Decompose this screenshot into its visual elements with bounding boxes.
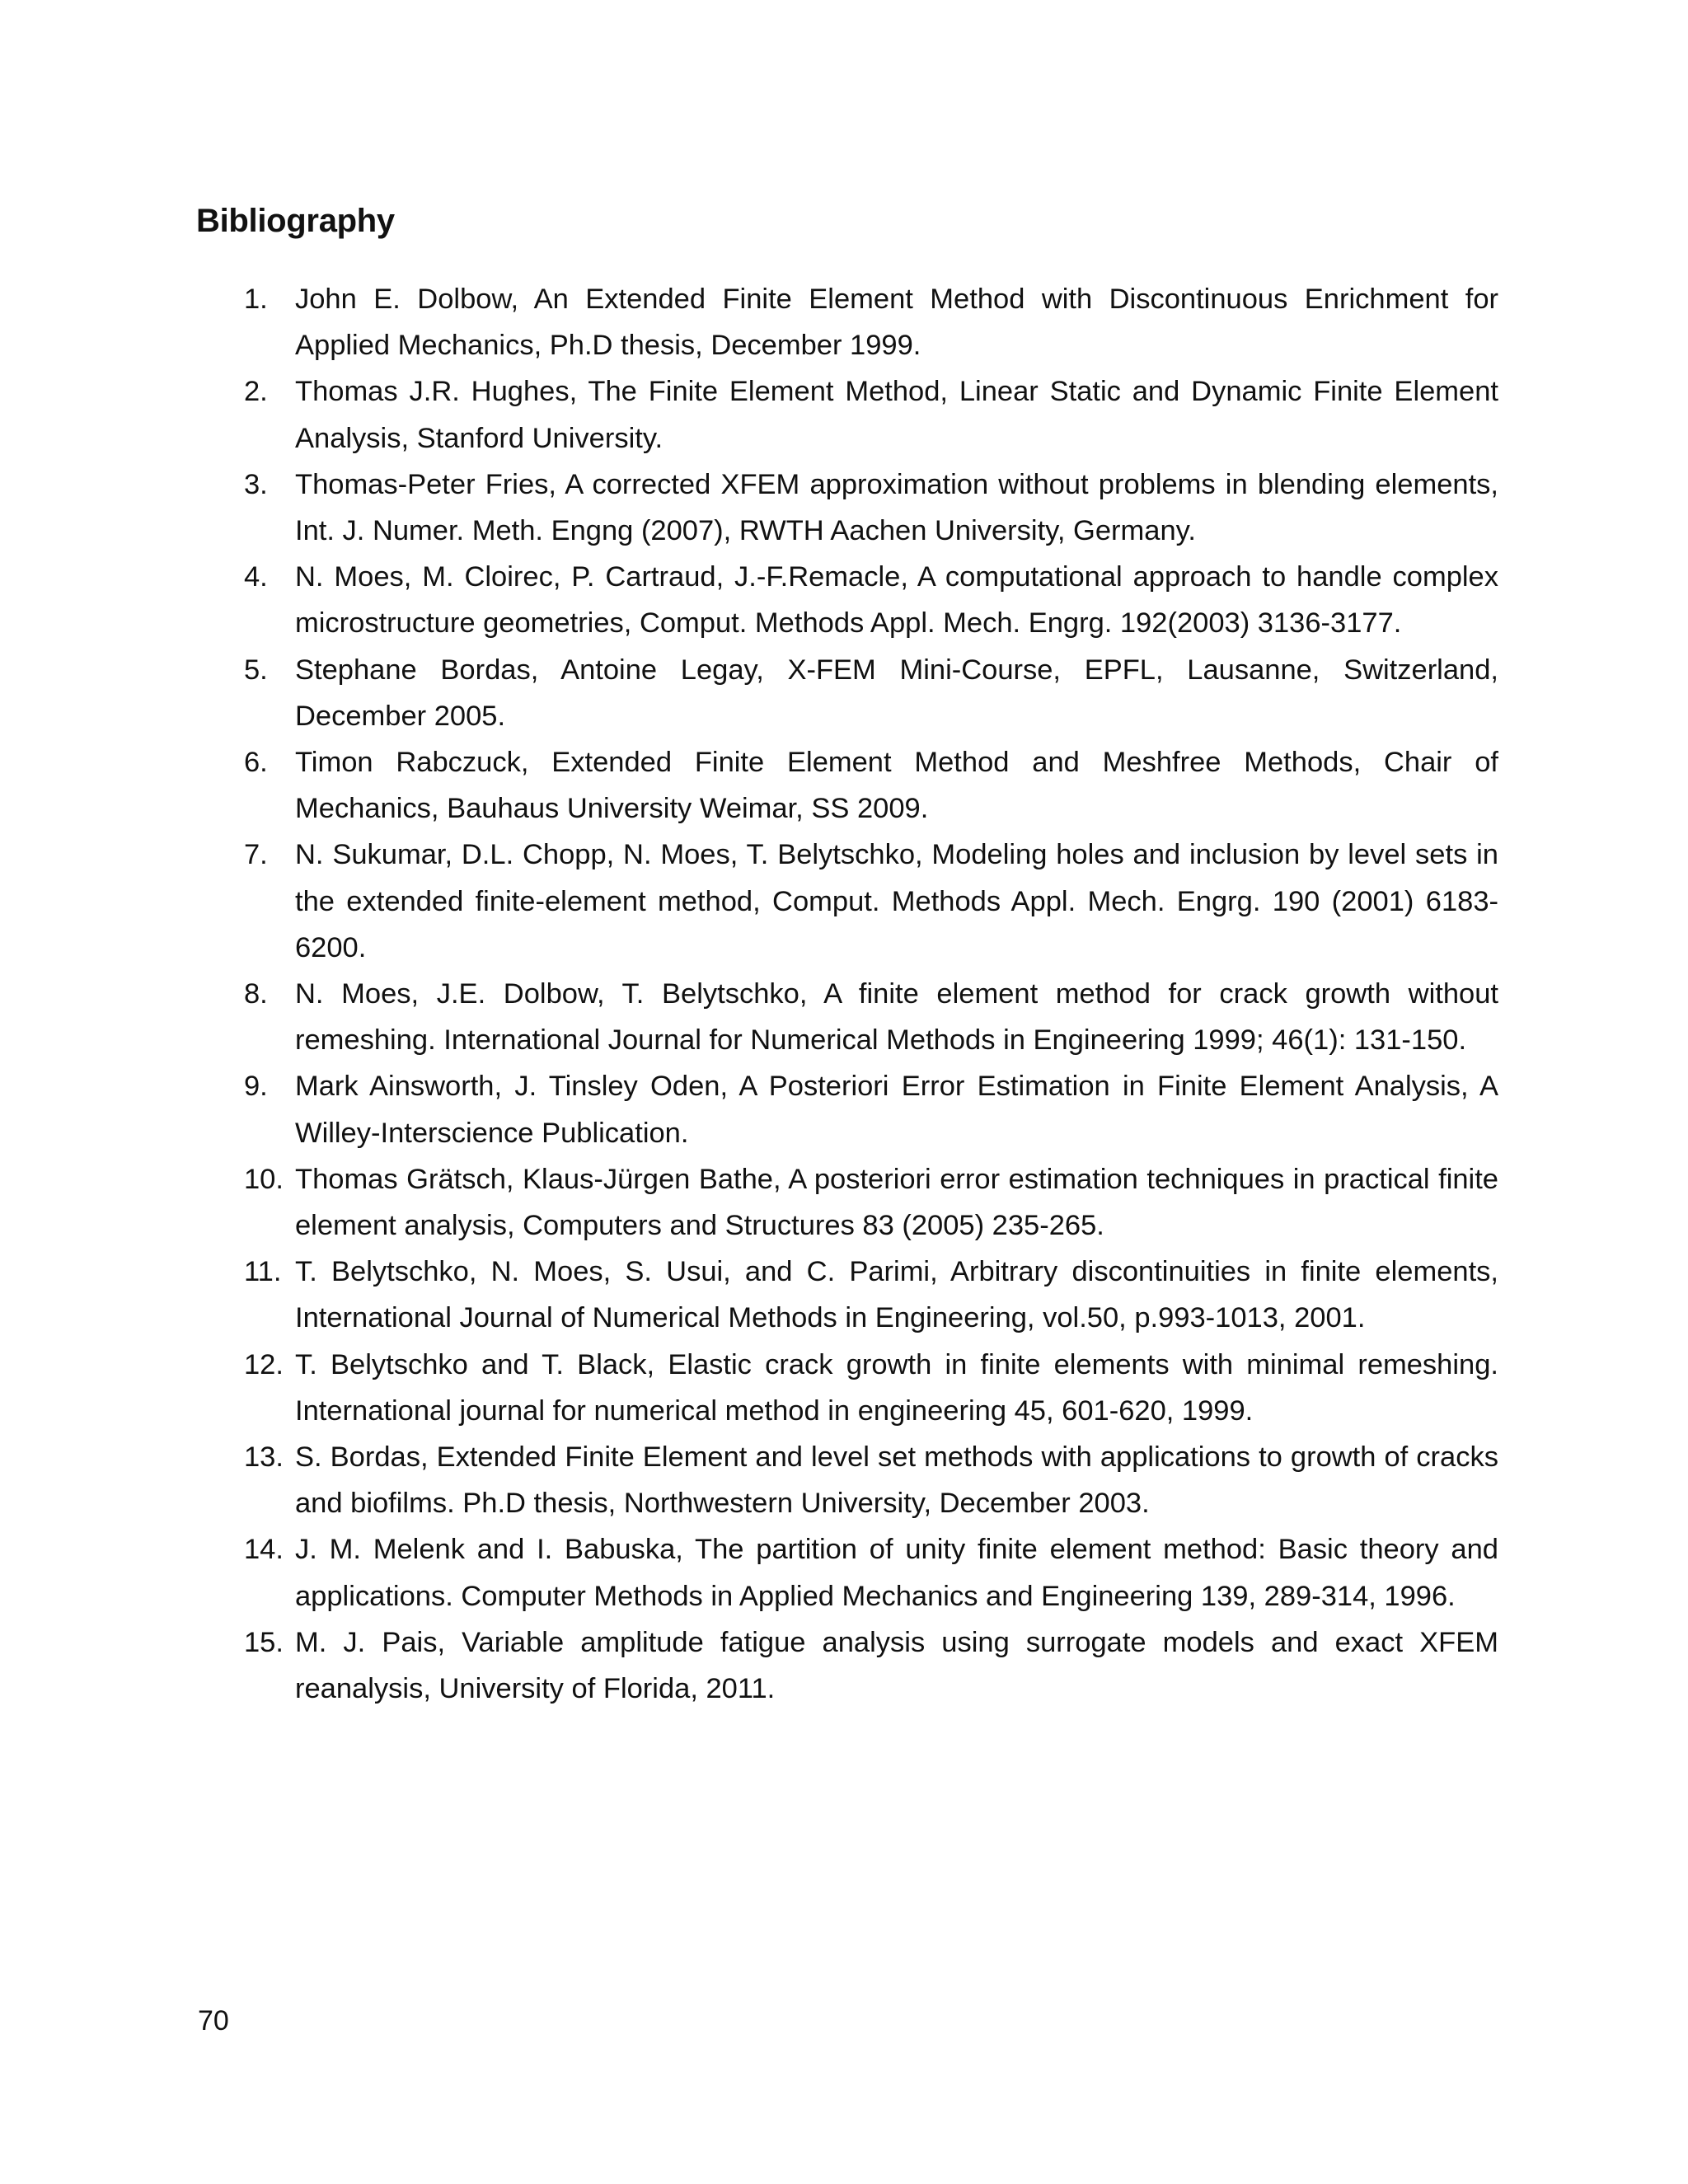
reference-text: S. Bordas, Extended Finite Element and level set methods with applications to growth of cracks and biofilms. Ph.D thesis, Northwestern University, December 2003. <box>295 1441 1498 1520</box>
reference-number: 1. <box>244 284 268 315</box>
reference-number: 4. <box>244 561 268 593</box>
reference-text: Timon Rabczuck, Extended Finite Element Method and Meshfree Methods, Chair of Mechanics, Bauhaus University Weimar, SS 2009. <box>295 747 1498 825</box>
reference-item <box>196 1619 1498 1712</box>
reference-text: J. M. Melenk and I. Babuska, The partition of unity finite element method: Basic theory and applications. Computer Methods in Applied Mechanics and Engineering 139, 289-314, 1996. <box>295 1534 1498 1612</box>
reference-item <box>196 832 1498 971</box>
bibliography-heading: Bibliography <box>196 203 395 239</box>
reference-text: Mark Ainsworth, J. Tinsley Oden, A Posteriori Error Estimation in Finite Element Analysis, A Willey-Interscience Publication. <box>295 1071 1498 1149</box>
reference-item <box>196 1063 1498 1155</box>
reference-text: M. J. Pais, Variable amplitude fatigue analysis using surrogate models and exact XFEM reanalysis, University of Florida, 2011. <box>295 1626 1498 1705</box>
reference-text: Thomas J.R. Hughes, The Finite Element Method, Linear Static and Dynamic Finite Element Analysis, Stanford University. <box>295 376 1498 454</box>
reference-item <box>196 739 1498 832</box>
reference-number: 15. <box>244 1626 284 1658</box>
reference-text: T. Belytschko and T. Black, Elastic crack growth in finite elements with minimal remeshing. International journal for numerical method in engineering 45, 601-620, 1999. <box>295 1348 1498 1427</box>
reference-item <box>196 971 1498 1063</box>
reference-text: N. Moes, M. Cloirec, P. Cartraud, J.-F.Remacle, A computational approach to handle complex microstructure geometries, Comput. Methods Appl. Mech. Engrg. 192(2003) 3136-3177. <box>295 561 1498 640</box>
reference-item <box>196 1526 1498 1619</box>
reference-list <box>196 276 1498 1712</box>
reference-number: 8. <box>244 978 268 1010</box>
reference-item <box>196 1434 1498 1526</box>
reference-number: 3. <box>244 468 268 500</box>
reference-item <box>196 1249 1498 1341</box>
reference-text: John E. Dolbow, An Extended Finite Element Method with Discontinuous Enrichment for Applied Mechanics, Ph.D thesis, December 1999. <box>295 284 1498 362</box>
reference-number: 7. <box>244 839 268 871</box>
reference-item <box>196 1342 1498 1434</box>
reference-number: 13. <box>244 1441 284 1474</box>
reference-text: N. Moes, J.E. Dolbow, T. Belytschko, A finite element method for crack growth without remeshing. International Journal for Numerical Methods in Engineering 1999; 46(1): 131-150. <box>295 978 1498 1057</box>
reference-item <box>196 1156 1498 1249</box>
reference-item <box>196 368 1498 461</box>
reference-text: Thomas-Peter Fries, A corrected XFEM approximation without problems in blending elements, Int. J. Numer. Meth. Engng (2007), RWTH Aachen University, Germany. <box>295 468 1498 547</box>
reference-item <box>196 647 1498 739</box>
page-number: 70 <box>198 2005 229 2036</box>
reference-number: 12. <box>244 1348 284 1380</box>
reference-number: 11. <box>244 1256 282 1288</box>
reference-number: 14. <box>244 1534 284 1566</box>
reference-item <box>196 276 1498 368</box>
reference-text: Thomas Grätsch, Klaus-Jürgen Bathe, A posteriori error estimation techniques in practical finite element analysis, Computers and Structures 83 (2005) 235-265. <box>295 1163 1498 1242</box>
reference-item <box>196 462 1498 554</box>
reference-text: Stephane Bordas, Antoine Legay, X-FEM Mini-Course, EPFL, Lausanne, Switzerland, December 2005. <box>295 654 1498 732</box>
reference-number: 6. <box>244 747 268 779</box>
reference-text: T. Belytschko, N. Moes, S. Usui, and C. Parimi, Arbitrary discontinuities in finite elements, International Journal of Numerical Methods in Engineering, vol.50, p.993-1013, 2001. <box>295 1256 1498 1334</box>
reference-text: N. Sukumar, D.L. Chopp, N. Moes, T. Belytschko, Modeling holes and inclusion by level sets in the extended finite-element method, Comput. Methods Appl. Mech. Engrg. 190 (2001) 6183-6200. <box>295 839 1498 963</box>
reference-number: 2. <box>244 376 268 408</box>
reference-item <box>196 554 1498 646</box>
reference-number: 5. <box>244 654 268 686</box>
reference-number: 10. <box>244 1163 284 1195</box>
reference-number: 9. <box>244 1071 268 1103</box>
